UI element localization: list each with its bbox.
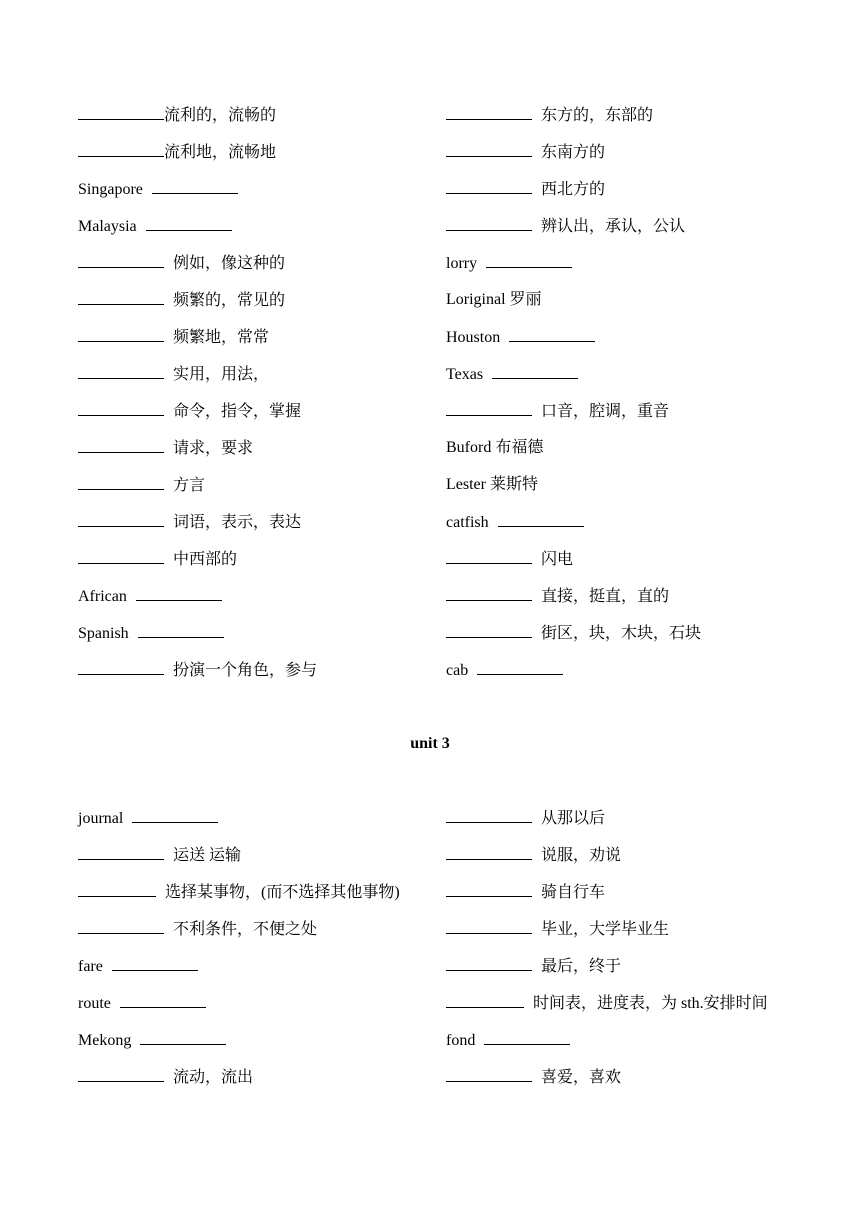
- answer-blank[interactable]: [446, 1066, 532, 1082]
- vocab-row: [78, 548, 237, 570]
- vocab-row: [78, 437, 253, 459]
- answer-blank[interactable]: [446, 844, 532, 860]
- answer-blank[interactable]: [78, 363, 164, 379]
- answer-blank[interactable]: [446, 141, 532, 157]
- vocab-row: [446, 289, 542, 311]
- vocab-text: 不利条件，不便之处: [173, 921, 318, 938]
- vocab-text: 选择某事物，(而不选择其他事物): [165, 884, 400, 901]
- answer-blank[interactable]: [78, 400, 164, 416]
- vocab-row: [446, 141, 605, 163]
- vocab-text: Singapore: [78, 181, 143, 198]
- vocab-text: 闪电: [541, 551, 574, 568]
- vocab-row: [446, 104, 653, 126]
- vocab-text: 喜爱，喜欢: [541, 1069, 622, 1086]
- vocab-row: [446, 400, 669, 422]
- answer-blank[interactable]: [78, 659, 164, 675]
- vocab-row: [78, 992, 206, 1014]
- answer-blank[interactable]: [446, 215, 532, 231]
- answer-blank[interactable]: [140, 1029, 226, 1045]
- vocab-row: [446, 215, 685, 237]
- vocab-row: [78, 215, 232, 237]
- vocab-row: [446, 881, 605, 903]
- vocab-text: journal: [78, 810, 124, 827]
- vocab-text: 最后，终于: [541, 958, 622, 975]
- vocab-row: [78, 659, 317, 681]
- vocab-text: 流动，流出: [173, 1069, 254, 1086]
- vocab-text: 命令，指令，掌握: [173, 403, 302, 420]
- vocab-row: [446, 844, 621, 866]
- vocab-text: Texas: [446, 366, 484, 383]
- answer-blank[interactable]: [477, 659, 563, 675]
- vocab-text: 流利地，流畅地: [164, 144, 277, 161]
- vocab-row: [78, 807, 218, 829]
- vocab-row: [78, 511, 301, 533]
- answer-blank[interactable]: [78, 326, 164, 342]
- vocab-row: [446, 955, 621, 977]
- answer-blank[interactable]: [486, 252, 572, 268]
- vocab-row: [446, 622, 701, 644]
- vocab-row: [78, 474, 205, 496]
- answer-blank[interactable]: [78, 252, 164, 268]
- answer-blank[interactable]: [78, 289, 164, 305]
- answer-blank[interactable]: [509, 326, 595, 342]
- answer-blank[interactable]: [78, 1066, 164, 1082]
- vocab-row: [446, 474, 538, 496]
- vocab-text: 说服，劝说: [541, 847, 622, 864]
- vocab-text: Malaysia: [78, 218, 137, 235]
- vocab-text: 请求，要求: [173, 440, 254, 457]
- vocab-row: [78, 622, 224, 644]
- vocab-text: 直接，挺直，直的: [541, 588, 670, 605]
- answer-blank[interactable]: [132, 807, 218, 823]
- vocab-row: [446, 326, 595, 348]
- vocab-row: [446, 548, 573, 570]
- vocab-row: [78, 955, 198, 977]
- answer-blank[interactable]: [78, 918, 164, 934]
- vocab-row: [446, 437, 543, 459]
- answer-blank[interactable]: [138, 622, 224, 638]
- vocab-text: 实用，用法，: [173, 366, 270, 383]
- answer-blank[interactable]: [78, 104, 164, 120]
- answer-blank[interactable]: [78, 548, 164, 564]
- answer-blank[interactable]: [446, 585, 532, 601]
- vocab-text: 词语，表示，表达: [173, 514, 302, 531]
- vocab-text: 频繁的，常见的: [173, 292, 286, 309]
- vocab-row: [78, 1029, 226, 1051]
- vocab-text: 从那以后: [541, 810, 606, 827]
- vocab-text: route: [78, 995, 111, 1012]
- answer-blank[interactable]: [446, 400, 532, 416]
- vocab-row: [446, 1066, 621, 1088]
- answer-blank[interactable]: [78, 437, 164, 453]
- vocab-row: [78, 141, 276, 163]
- answer-blank[interactable]: [120, 992, 206, 1008]
- answer-blank[interactable]: [78, 881, 156, 897]
- vocab-text: 东南方的: [541, 144, 606, 161]
- vocab-row: [78, 881, 400, 903]
- vocab-text: Mekong: [78, 1032, 132, 1049]
- answer-blank[interactable]: [136, 585, 222, 601]
- vocab-text: Lester 莱斯特: [446, 476, 538, 493]
- vocab-text: 西北方的: [541, 181, 606, 198]
- answer-blank[interactable]: [78, 511, 164, 527]
- vocab-row: [446, 363, 578, 385]
- vocab-row: [78, 918, 317, 940]
- vocab-text: 辨认出，承认，公认: [541, 218, 686, 235]
- vocab-row: [446, 178, 605, 200]
- unit-title: unit 3: [410, 735, 450, 752]
- vocab-text: Spanish: [78, 625, 129, 642]
- answer-blank[interactable]: [446, 881, 532, 897]
- vocab-row: [78, 289, 285, 311]
- vocab-text: 时间表，进度表，为 sth.安排时间: [533, 995, 768, 1012]
- answer-blank[interactable]: [152, 178, 238, 194]
- vocab-text: Houston: [446, 329, 501, 346]
- vocab-row: [78, 1066, 253, 1088]
- vocab-text: cab: [446, 662, 469, 679]
- vocab-text: Buford 布福德: [446, 439, 544, 456]
- vocab-text: 流利的，流畅的: [164, 107, 277, 124]
- vocab-row: [446, 585, 669, 607]
- vocab-text: 例如，像这种的: [173, 255, 286, 272]
- answer-blank[interactable]: [78, 141, 164, 157]
- vocab-row: [446, 511, 584, 533]
- vocab-text: lorry: [446, 255, 478, 272]
- answer-blank[interactable]: [78, 474, 164, 490]
- vocab-text: 频繁地，常常: [173, 329, 270, 346]
- answer-blank[interactable]: [446, 178, 532, 194]
- vocab-text: 骑自行车: [541, 884, 606, 901]
- answer-blank[interactable]: [78, 844, 164, 860]
- vocab-row: [446, 807, 605, 829]
- vocab-text: 东方的，东部的: [541, 107, 654, 124]
- vocab-text: 方言: [173, 477, 206, 494]
- answer-blank[interactable]: [446, 548, 532, 564]
- vocab-row: [446, 1029, 570, 1051]
- vocab-row: [78, 585, 222, 607]
- answer-blank[interactable]: [446, 104, 532, 120]
- vocab-row: [78, 326, 269, 348]
- answer-blank[interactable]: [446, 807, 532, 823]
- answer-blank[interactable]: [446, 918, 532, 934]
- vocab-row: [446, 992, 768, 1014]
- vocab-text: 毕业，大学毕业生: [541, 921, 670, 938]
- vocab-row: [78, 400, 301, 422]
- answer-blank[interactable]: [146, 215, 232, 231]
- vocab-text: 街区，块，木块，石块: [541, 625, 702, 642]
- vocab-text: 中西部的: [173, 551, 238, 568]
- vocab-text: fond: [446, 1032, 476, 1049]
- vocab-row: [446, 918, 669, 940]
- vocab-text: 运送 运输: [173, 847, 242, 864]
- answer-blank[interactable]: [498, 511, 584, 527]
- vocab-text: Loriginal 罗丽: [446, 291, 542, 308]
- answer-blank[interactable]: [446, 955, 532, 971]
- answer-blank[interactable]: [446, 992, 524, 1008]
- vocab-row: [78, 178, 238, 200]
- vocab-row: [78, 363, 269, 385]
- vocab-row: [446, 252, 572, 274]
- answer-blank[interactable]: [446, 622, 532, 638]
- answer-blank[interactable]: [492, 363, 578, 379]
- vocab-text: catfish: [446, 514, 489, 531]
- vocab-text: African: [78, 588, 127, 605]
- vocab-row: [78, 252, 285, 274]
- vocab-row: [446, 659, 563, 681]
- vocab-text: 口音，腔调，重音: [541, 403, 670, 420]
- answer-blank[interactable]: [112, 955, 198, 971]
- vocab-row: [78, 104, 276, 126]
- vocab-text: fare: [78, 958, 103, 975]
- vocab-row: [78, 844, 241, 866]
- answer-blank[interactable]: [484, 1029, 570, 1045]
- vocab-text: 扮演一个角色，参与: [173, 662, 318, 679]
